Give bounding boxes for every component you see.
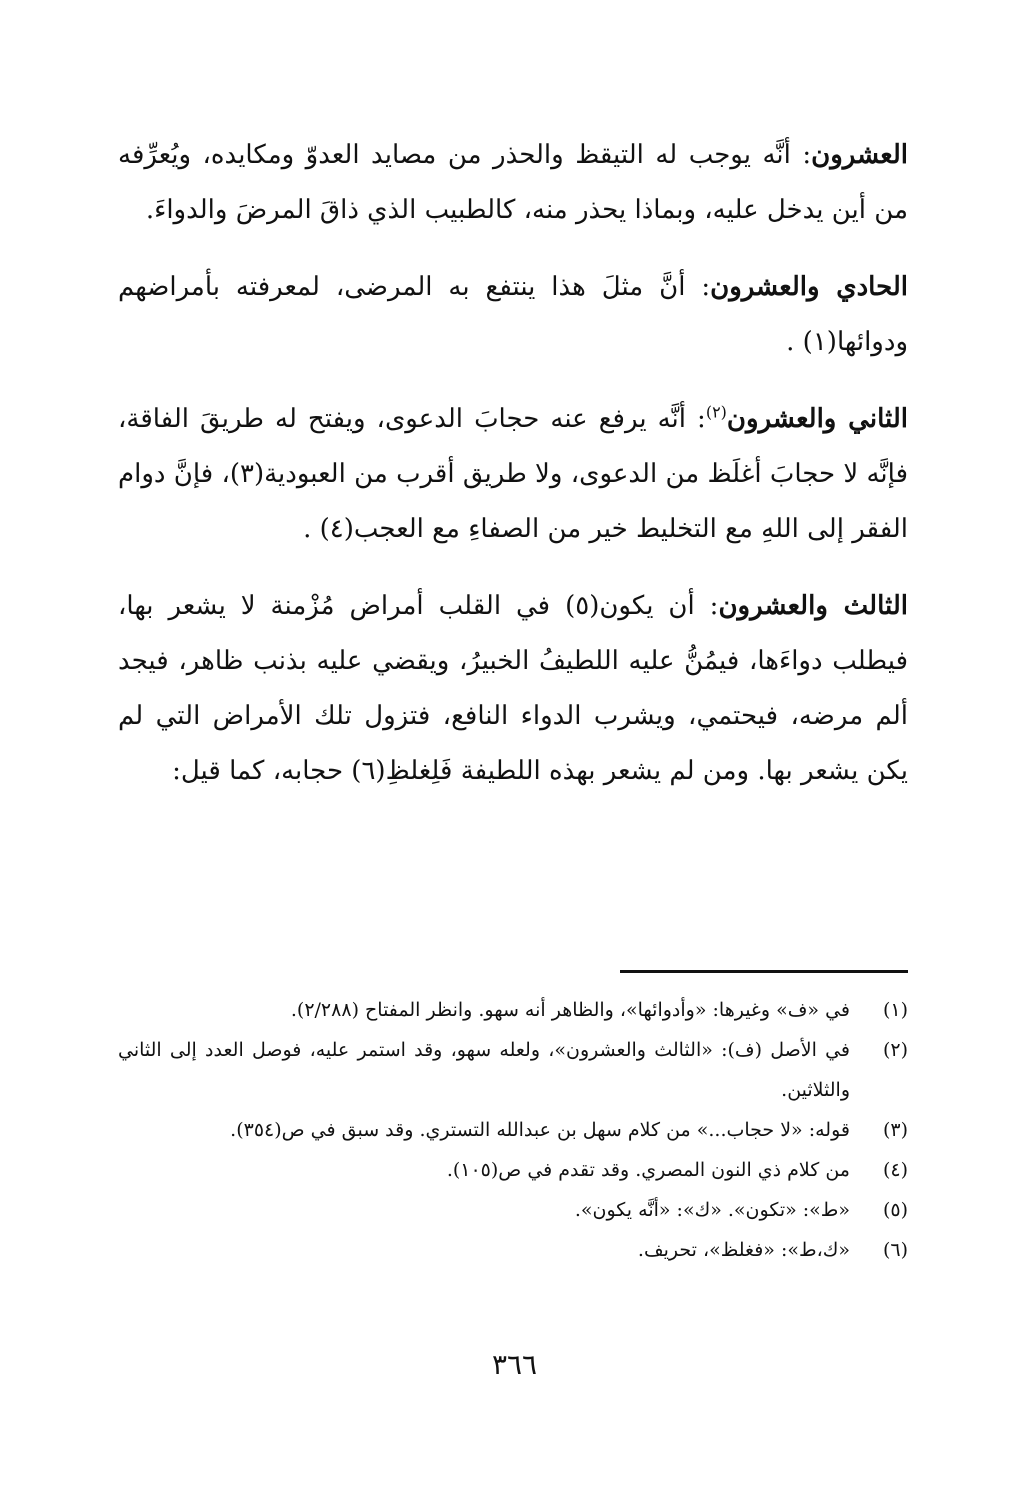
paragraph-text: : أنَّ مثلَ هذا ينتفع به المرضى، لمعرفته بأمراضهم ودوائها(١) .: [118, 272, 908, 357]
footnote-text: «ط»: «تكون». «ك»: «أنَّه يكون».: [574, 1199, 850, 1221]
main-text: [118, 128, 908, 821]
footnote-text: في الأصل (ف): «الثالث والعشرون»، ولعله سهو، وقد استمر عليه، فوصل العدد إلى الثاني والثلاثين.: [118, 1039, 850, 1101]
paragraph-label: العشرون: [811, 140, 908, 170]
page-number: ٣٦٦: [491, 1348, 538, 1381]
paragraph-23: [118, 579, 908, 799]
paragraph-text: : أن يكون(٥) في القلب أمراض مُزْمنة لا يشعر بها، فيطلب دواءَها، فيمُنُّ عليه اللطيفُ الخبيرُ، ويقضي عليه بذنب ظاهر، فيجد ألم مرضه، فيحتمي، ويشرب الدواء النافع، فتزول تلك الأمراض التي لم يكن يشعر بها. ومن لم يشعر بهذه اللطيفة فَلِغلظِ(٦) حجابه، كما قيل:: [118, 591, 908, 786]
footnote-item: [118, 990, 908, 1030]
footnote-item: [118, 1150, 908, 1190]
paragraph-label: الحادي والعشرون: [710, 272, 909, 302]
paragraph-22: [118, 392, 908, 557]
paragraph-21: [118, 260, 908, 370]
footnote-text: في «ف» وغيرها: «وأدوائها»، والظاهر أنه سهو. وانظر المفتاح (٢/٢٨٨).: [290, 999, 850, 1021]
footnote-ref: (٢): [705, 402, 727, 422]
footnote-number: (٥): [882, 1199, 908, 1221]
footnotes: [118, 990, 908, 1270]
footnote-number: (٣): [882, 1119, 908, 1141]
footnote-item: [118, 1030, 908, 1110]
footnote-item: [118, 1190, 908, 1230]
footnote-number: (٦): [882, 1239, 908, 1261]
paragraph-text: : أنَّه يوجب له التيقظ والحذر من مصايد العدوّ ومكايده، ويُعرِّفه من أين يدخل عليه، وبماذا يحذر منه، كالطبيب الذي ذاقَ المرضَ والدواءَ.: [118, 140, 908, 225]
footnote-item: [118, 1110, 908, 1150]
paragraph-20: [118, 128, 908, 238]
footnote-number: (٢): [882, 1039, 908, 1061]
paragraph-text: : أنَّه يرفع عنه حجابَ الدعوى، ويفتح له طريقَ الفاقة، فإنَّه لا حجابَ أغلَظ من الدعوى، ولا طريق أقرب من العبودية(٣)، فإنَّ دوام الفقر إلى اللهِ مع التخليط خير من الصفاءِ مع العجب(٤) .: [118, 404, 908, 544]
footnote-number: (١): [882, 999, 908, 1021]
footnote-text: قوله: «لا حجاب...» من كلام سهل بن عبدالله التستري. وقد سبق في ص(٣٥٤).: [230, 1119, 850, 1141]
footnote-text: من كلام ذي النون المصري. وقد تقدم في ص(١٠٥).: [446, 1159, 850, 1181]
footnote-text: «ك،ط»: «فغلظ»، تحريف.: [637, 1239, 850, 1261]
paragraph-label: الثاني والعشرون: [726, 404, 909, 434]
footnote-item: [118, 1230, 908, 1270]
footnote-divider: [620, 970, 908, 973]
paragraph-label: الثالث والعشرون: [718, 591, 908, 621]
footnote-number: (٤): [882, 1159, 908, 1181]
